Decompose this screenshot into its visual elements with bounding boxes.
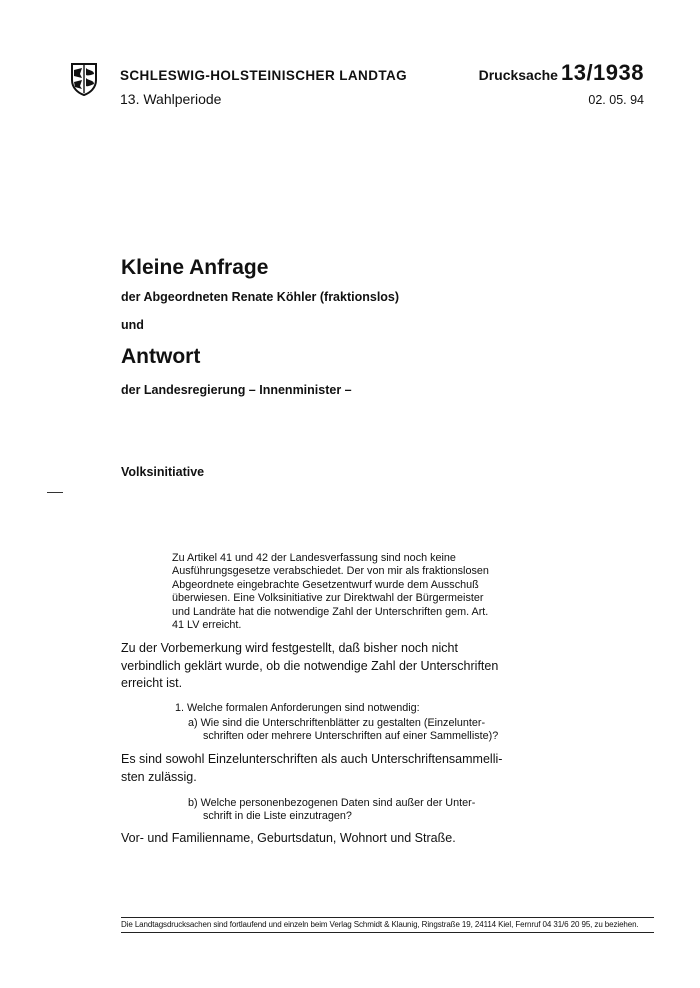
author-line: der Abgeordneten Renate Köhler (fraktionslos) (121, 290, 400, 304)
margin-mark (47, 492, 63, 493)
coat-of-arms-icon (70, 62, 98, 96)
heading-kleine-anfrage: Kleine Anfrage (121, 256, 269, 279)
question-1b-line: b) Welche personenbezogenen Daten sind außer der Unter- (188, 797, 476, 809)
preliminary-remark (172, 552, 522, 632)
drucksache-label: Drucksache (478, 67, 558, 83)
parliament-name: SCHLESWIG-HOLSTEINISCHER LANDTAG (120, 68, 408, 83)
answer-1a (121, 751, 516, 786)
subject: Volksinitiative (121, 465, 205, 479)
drucksache-number: 13/1938 (560, 60, 644, 85)
drucksache-reference (479, 60, 644, 86)
und-line: und (121, 318, 144, 332)
publisher-footer: Die Landtagsdrucksachen sind fortlaufend und einzeln beim Verlag Schmidt & Klaunig, Ringstraße 19, 24114 Kiel, Fernruf 04 31/6 20 95, zu beziehen. (121, 917, 654, 933)
question-1b-line: schrift in die Liste einzutragen? (203, 810, 352, 823)
answer-line: erreicht ist. (121, 676, 183, 690)
election-period: 13. Wahlperiode (120, 91, 222, 107)
preliminary-line: Abgeordnete eingebrachte Gesetzentwurf wurde dem Ausschuß (172, 578, 479, 591)
answer-line: Zu der Vorbemerkung wird festgestellt, daß bisher noch nicht (121, 641, 458, 655)
preliminary-line: Ausführungsgesetze verabschiedet. Der von mir als fraktionslosen (172, 565, 489, 578)
question-1: 1. Welche formalen Anforderungen sind notwendig: (175, 702, 420, 714)
question-1b (188, 797, 475, 824)
answer-line: Es sind sowohl Einzelunterschriften als auch Unterschriftensammelli- (121, 752, 503, 766)
answer-1b: Vor- und Familienname, Geburtsdatun, Wohnort und Straße. (121, 831, 456, 845)
document-date: 02. 05. 94 (588, 93, 644, 107)
preliminary-line: 41 LV erreicht. (172, 619, 242, 632)
answer-line: verbindlich geklärt wurde, ob die notwendige Zahl der Unterschriften (121, 658, 499, 673)
preliminary-line: Zu Artikel 41 und 42 der Landesverfassung sind noch keine (172, 552, 456, 564)
government-line: der Landesregierung – Innenminister – (121, 383, 352, 397)
heading-antwort: Antwort (121, 345, 201, 368)
question-1a-line: schriften oder mehrere Unterschriften auf einer Sammelliste)? (203, 730, 499, 743)
preliminary-line: überwiesen. Eine Volksinitiative zur Direktwahl der Bürgermeister (172, 592, 484, 605)
question-1a (188, 717, 498, 744)
preliminary-line: und Landräte hat die notwendige Zahl der Unterschriften gem. Art. (172, 605, 489, 618)
answer-preliminary (121, 640, 516, 693)
question-1a-line: a) Wie sind die Unterschriftenblätter zu gestalten (Einzelunter- (188, 717, 486, 729)
answer-line: sten zulässig. (121, 769, 197, 784)
